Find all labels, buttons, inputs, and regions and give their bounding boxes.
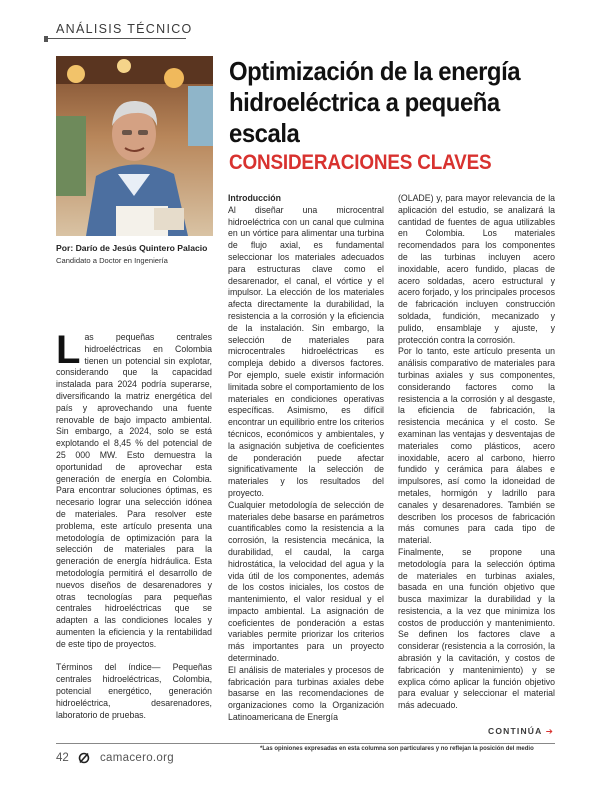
body-paragraph: Cualquier metodología de selección de materiales debe basarse en parámetros cuantificables como la resistencia a la corrosión, la resistencia mecánica, la durabilidad, el caudal, la carga hidrostática, la velocidad del agua y la vida útil de los componentes, además de los costos iniciales, los costos de mantenimiento, el valor residual y el impacto ambiental. La asignación de coeficientes de ponderación a estas variables permite priorizar los criterios más importantes para un proyecto determinado. [228, 499, 384, 664]
author-photo [56, 56, 213, 236]
continue-label: CONTINÚA [488, 726, 543, 736]
column-left [56, 328, 212, 721]
drop-cap: L [56, 328, 81, 372]
site-url[interactable]: camacero.org [100, 752, 174, 764]
article-subtitle: CONSIDERACIONES CLAVES [229, 151, 492, 174]
slash-circle-icon [78, 752, 90, 764]
body-paragraph: (OLADE) y, para mayor relevancia de la aplicación del estudio, se analizará la cantidad de fuentes de agua utilizables en Colombia. Los materiales recomendados para los componentes de las turbinas incluyen acero inoxidable, acero fundido, placas de acero soldadas, acero estructural y acero forjado, y los principales procesos de fabricación incluyen construcción soldada, fundición, mecanizado y pulido, ensamblaje y ajuste, y protección contra la corrosión. [398, 193, 555, 345]
author-name: Por: Darío de Jesús Quintero Palacio [56, 243, 208, 253]
section-divider [46, 38, 186, 39]
article-title: Optimización de la energía hidroeléctrica a pequeña escala [229, 56, 521, 148]
continue-link[interactable] [488, 726, 554, 737]
arrow-right-icon: ➔ [545, 726, 555, 736]
section-heading: Introducción [228, 193, 281, 203]
body-paragraph: Al diseñar una microcentral hidroeléctrica con un canal que culmina en un vórtice para alimentar una turbina de flujo axial, es fundamental seleccionar los materiales adecuados para estructuras clave como el desarenador, el canal, el vórtice y el impulsor. La elección de los materiales afecta directamente la durabilidad, la resistencia a la corrosión y la eficiencia de la instalación. Sin embargo, la selección de materiales para microcentrales hidroeléctricas es compleja debido a diversos factores. Por ejemplo, suele existir información limitada sobre el comportamiento de los materiales en condiciones operativas específicas. Asimismo, es difícil encontrar un equilibrio entre los criterios técnicos, económicos y ambientales, y la asignación subjetiva de coeficientes de ponderación puede afectar significativamente la selección de materiales y los resultados del proyecto. [228, 204, 384, 498]
column-right [398, 193, 555, 712]
page-number: 42 [56, 752, 69, 764]
body-paragraph: Finalmente, se propone una metodología para la selección óptima de materiales en turbinas axiales, basada en una función objetivo que busca maximizar la durabilidad y la resistencia, a la vez que minimiza los costos de producción y mantenimiento. Se definen los factores clave a considerar (resistencia a la corrosión, la abrasión y la cavitación, y costos de fabricación y mantenimiento) y se explica cómo aplicar la función objetivo para evaluar y seleccionar el material más adecuado. [398, 546, 555, 711]
abstract-paragraph: as pequeñas centrales hidroeléctricas en Colombia tienen un potencial sin explotar, considerando que la capacidad instalada para 2024 podría superarse, diversificando la matriz energética del país y aprovechando una fuente renovable de bajo impacto ambiental. Sin embargo, a 2024, solo se está explotando el 8,45 % del potencial de 25 000 MW. Esto demuestra la oportunidad de aprovechar esta generación de energía en Colombia. Para encontrar soluciones óptimas, es necesario lograr una selección idónea de materiales. Para resolver este problema, este artículo presenta una metodología de optimización para la selección de materiales para la generación de energía hidráulica. Esta metodología permitirá el desarrollo de nuevos diseños de desarenadores y otras tecnologías para pequeñas centrales hidroeléctricas que se adapten a las condiciones locales y aumenten la eficiencia y la rentabilidad de este tipo de proyectos. [56, 332, 212, 649]
body-paragraph: El análisis de materiales y procesos de fabricación para turbinas axiales debe basarse en las recomendaciones de organizaciones como la Organización Latinoamericana de Energía [228, 664, 384, 723]
disclaimer: *Las opiniones expresadas en esta columna son particulares y no reflejan la posición del medio [260, 746, 534, 752]
section-label: ANÁLISIS TÉCNICO [56, 22, 193, 36]
column-middle [228, 193, 384, 724]
body-paragraph: Por lo tanto, este artículo presenta un análisis comparativo de materiales para turbinas axiales y sus componentes, considerando factores como la resistencia a la corrosión y al desgaste, la eficiencia de fabricación, la resistencia mecánica y el costo. Se examinan las ventajas y desventajas de materiales como plásticos, acero inoxidable, acero al carbono, hierro fundido y cerámica para álabes e impulsores, así como la idoneidad de metales, hormigón y ladrillo para canales y desarenadores. También se describen los procesos de fabricación más comunes para cada tipo de material. [398, 346, 555, 546]
author-role: Candidato a Doctor en Ingeniería [56, 256, 168, 265]
index-terms: Términos del índice— Pequeñas centrales hidroeléctricas, Colombia, potencial energético, generación hidroeléctrica, desarenadores, laboratorio de pruebas. [56, 662, 212, 720]
footer-divider [56, 743, 555, 744]
section-tick [44, 36, 48, 42]
